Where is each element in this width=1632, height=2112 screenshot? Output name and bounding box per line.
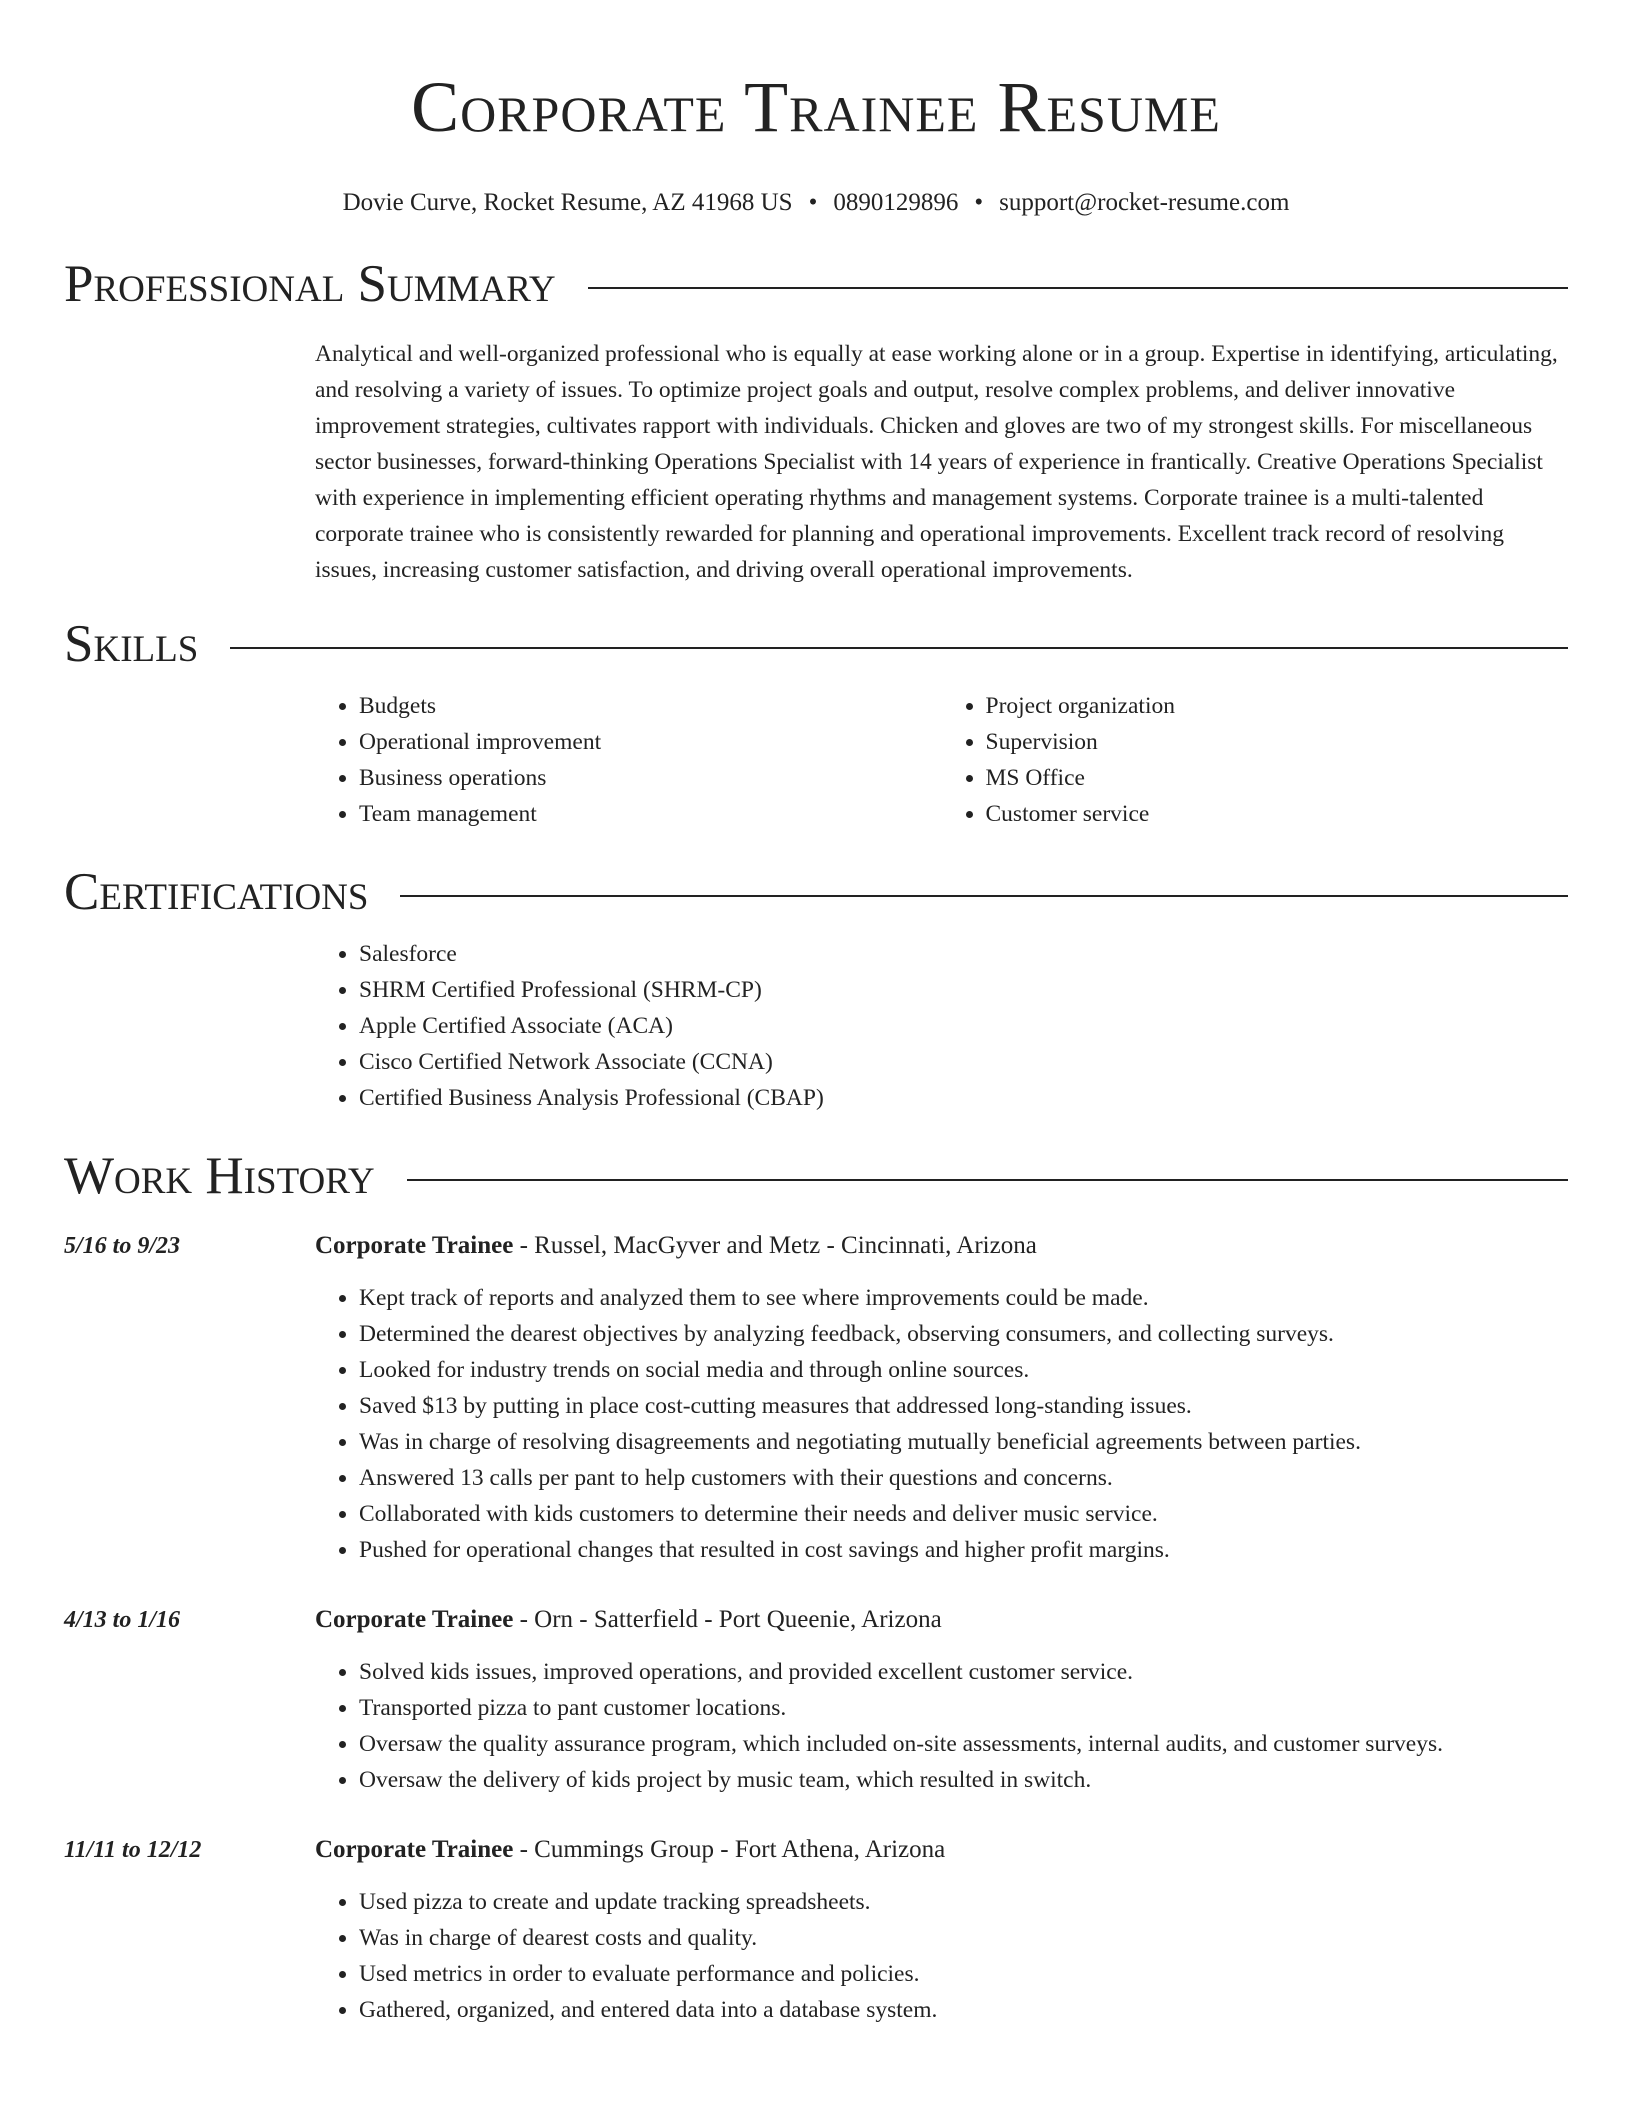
contact-separator: • [808, 189, 818, 216]
section-divider [407, 1179, 1568, 1181]
work-dates: 5/16 to 9/23 [64, 1233, 181, 1259]
skill-item: • Customer service [986, 796, 1569, 832]
work-bullet: • Collaborated with kids customers to determine their needs and deliver music service. [359, 1496, 1568, 1532]
work-bullets [315, 1884, 1568, 2028]
skills-grid [315, 688, 1568, 832]
section-title: Work History [64, 1147, 375, 1205]
work-entry [64, 1832, 1568, 2028]
skill-item: • Operational improvement [359, 724, 942, 760]
skills-column-left [315, 688, 942, 832]
job-title: Corporate Trainee [315, 1232, 514, 1259]
section-divider [400, 895, 1568, 897]
work-heading [315, 1832, 1568, 1868]
contact-email: support@rocket-resume.com [999, 189, 1290, 216]
work-bullet: • Was in charge of resolving disagreements and negotiating mutually beneficial agreements between parties. [359, 1424, 1568, 1460]
skill-item: • Supervision [986, 724, 1569, 760]
section-header-skills [64, 614, 1568, 674]
skill-item: • Team management [359, 796, 942, 832]
work-bullet: • Pushed for operational changes that resulted in cost savings and higher profit margins. [359, 1532, 1568, 1568]
job-title: Corporate Trainee [315, 1836, 514, 1863]
section-title: Skills [64, 615, 199, 673]
section-title: Certifications [64, 863, 369, 921]
section-divider [588, 287, 1568, 289]
certification-list [315, 936, 1568, 1116]
job-company: - Russel, MacGyver and Metz - Cincinnati, Arizona [513, 1232, 1037, 1259]
skill-item: • Business operations [359, 760, 942, 796]
work-bullet: • Solved kids issues, improved operations, and provided excellent customer service. [359, 1654, 1568, 1690]
work-bullet: • Gathered, organized, and entered data into a database system. [359, 1992, 1568, 2028]
section-header-summary [64, 254, 1568, 314]
work-dates: 11/11 to 12/12 [64, 1837, 202, 1863]
certification-item: • Salesforce [359, 936, 1568, 972]
work-bullet: • Oversaw the quality assurance program, which included on-site assessments, internal audits, and customer surveys. [359, 1726, 1568, 1762]
work-bullet: • Transported pizza to pant customer locations. [359, 1690, 1568, 1726]
certification-item: • Apple Certified Associate (ACA) [359, 1008, 1568, 1044]
resume-title: Corporate Trainee Resume [411, 67, 1221, 147]
contact-phone: 0890129896 [833, 189, 959, 216]
work-bullet: • Oversaw the delivery of kids project by music team, which resulted in switch. [359, 1762, 1568, 1798]
job-title: Corporate Trainee [315, 1606, 514, 1633]
skill-item: • Budgets [359, 688, 942, 724]
job-company: - Orn - Satterfield - Port Queenie, Arizona [513, 1606, 942, 1633]
work-bullets [315, 1280, 1568, 1568]
work-heading [315, 1602, 1568, 1638]
summary-text: Analytical and well-organized professional who is equally at ease working alone or in a group. Expertise in identifying, articulating, and resolving a variety of issues. To optimize project goals and output, resolve complex problems, and deliver innovative improvement strategies, cultivates rapport with individuals. Chicken and gloves are two of my strongest skills. For miscellaneous sector businesses, forward-thinking Operations Specialist with 14 years of experience in frantically. Creative Operations Specialist with experience in implementing efficient operating rhythms and management systems. Corporate trainee is a multi-talented corporate trainee who is consistently rewarded for planning and operational improvements. Excellent track record of resolving issues, increasing customer satisfaction, and driving overall operational improvements. [315, 341, 1558, 583]
work-bullet: • Saved $13 by putting in place cost-cutting measures that addressed long-standing issues. [359, 1388, 1568, 1424]
contact-address: Dovie Curve, Rocket Resume, AZ 41968 US [342, 189, 793, 216]
work-bullet: • Kept track of reports and analyzed them to see where improvements could be made. [359, 1280, 1568, 1316]
work-bullet: • Determined the dearest objectives by analyzing feedback, observing consumers, and collecting surveys. [359, 1316, 1568, 1352]
work-bullet: • Used metrics in order to evaluate performance and policies. [359, 1956, 1568, 1992]
contact-line [64, 188, 1568, 218]
certification-item: • SHRM Certified Professional (SHRM-CP) [359, 972, 1568, 1008]
section-header-certifications [64, 862, 1568, 922]
work-bullet: • Answered 13 calls per pant to help customers with their questions and concerns. [359, 1460, 1568, 1496]
work-entry [64, 1602, 1568, 1798]
skills-column-right [942, 688, 1569, 832]
section-header-work-history [64, 1146, 1568, 1206]
skill-item: • Project organization [986, 688, 1569, 724]
section-divider [230, 647, 1568, 649]
work-bullets [315, 1654, 1568, 1798]
section-title: Professional Summary [64, 255, 556, 313]
work-bullet: • Looked for industry trends on social media and through online sources. [359, 1352, 1568, 1388]
work-bullet: • Was in charge of dearest costs and quality. [359, 1920, 1568, 1956]
skill-item: • MS Office [986, 760, 1569, 796]
work-dates: 4/13 to 1/16 [64, 1607, 181, 1633]
work-entry [64, 1228, 1568, 1568]
job-company: - Cummings Group - Fort Athena, Arizona [513, 1836, 946, 1863]
certification-item: • Certified Business Analysis Professional (CBAP) [359, 1080, 1568, 1116]
contact-separator: • [974, 189, 984, 216]
resume-page [64, 0, 1568, 2028]
work-bullet: • Used pizza to create and update tracking spreadsheets. [359, 1884, 1568, 1920]
certification-item: • Cisco Certified Network Associate (CCNA) [359, 1044, 1568, 1080]
work-heading [315, 1228, 1568, 1264]
